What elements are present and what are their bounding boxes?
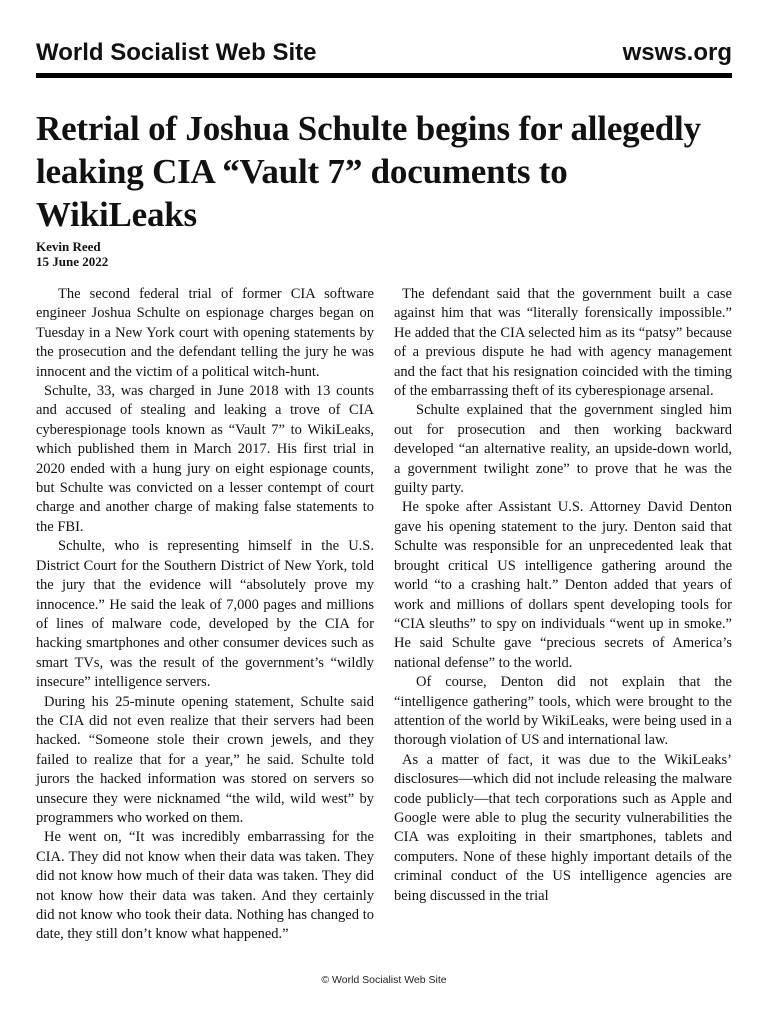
site-name: World Socialist Web Site [36,39,317,66]
article-headline: Retrial of Joshua Schulte begins for allegedly leaking CIA “Vault 7” documents to WikiLeaks [36,109,701,234]
masthead-rule [36,73,732,78]
site-domain: wsws.org [622,39,732,66]
paragraph: Schulte, 33, was charged in June 2018 with 13 counts and accused of stealing and leaking a trove of CIA cyberespionage tools known as “Vault 7” to WikiLeaks, which published them in March 2017. His first trial in 2020 ended with a hung jury on eight espionage counts, but Schulte was convicted on a lesser contempt of court charge and another charge of making false statements to the FBI. [36,383,374,535]
paragraph: Schulte, who is representing himself in the U.S. District Court for the Southern District of New York, told the jury that the evidence will “absolutely prove my innocence.” He said the leak of 7,000 pages and millions of lines of malware code, developed by the CIA for hacking smartphones and other consumer devices such as smart TVs, was the result of the government’s “wildly insecure” intelligence servers. [36,538,374,691]
author-name: Kevin Reed [36,239,101,254]
masthead [36,38,732,74]
article-column-left [36,285,374,945]
publish-date: 15 June 2022 [36,254,109,269]
paragraph: The defendant said that the government built a case against him that was “literally forensically impossible.” He added that the CIA selected him as its “patsy” because of a previous dispute he had with agency management and the fact that his resignation coincided with the timing of the embarrassing theft of its cyberespionage arsenal. [394,286,732,400]
paragraph: Of course, Denton did not explain that the “intelligence gathering” tools, which were brought to the attention of the world by WikiLeaks, were being used in a thorough violation of US and international law. [394,674,732,749]
paragraph: He spoke after Assistant U.S. Attorney David Denton gave his opening statement to the jury. Denton said that Schulte was responsible for an unprecedented leak that brought critical US intelligence gathering around the world “to a crashing halt.” Denton added that years of work and millions of dollars spent developing tools for “CIA sleuths” to spy on individuals “went up in smoke.” He said Schulte gave “precious secrets of America’s national defense” to the world. [394,499,732,671]
paragraph: The second federal trial of former CIA software engineer Joshua Schulte on espionage charges began on Tuesday in a New York court with opening statements by the prosecution and the defendant telling the jury he was innocent and the victim of a political witch-hunt. [36,286,374,380]
article-column-right [394,285,732,906]
footer-copyright: © World Socialist Web Site [321,974,447,986]
paragraph: During his 25-minute opening statement, Schulte said the CIA did not even realize that their servers had been hacked. “Someone stole their crown jewels, and they failed to realize that for a year,” he said. Schulte told jurors the hacked information was stored on servers so unsecure they were nicknamed “the wild, wild west” by programmers who worked on them. [36,693,374,826]
byline [36,239,108,269]
paragraph: Schulte explained that the government singled him out for prosecution and then working backward developed “an alternative reality, an upside-down world, a government twilight zone” to prove that he was the guilty party. [394,402,732,497]
paragraph: He went on, “It was incredibly embarrassing for the CIA. They did not know when their data was taken. They did not know how much of their data was taken. They did not know how their data was taken. And they certainly did not know who took their data. Nothing has changed to date, they still don’t know what happened.” [36,829,374,943]
paragraph: As a matter of fact, it was due to the WikiLeaks’ disclosures—which did not include releasing the malware code publicly—that tech corporations such as Apple and Google were able to plug the security vulnerabilities the CIA was exploiting in their smartphones, tablets and computers. None of these highly important details of the criminal conduct of the US intelligence agencies are being discussed in the trial [394,751,732,904]
